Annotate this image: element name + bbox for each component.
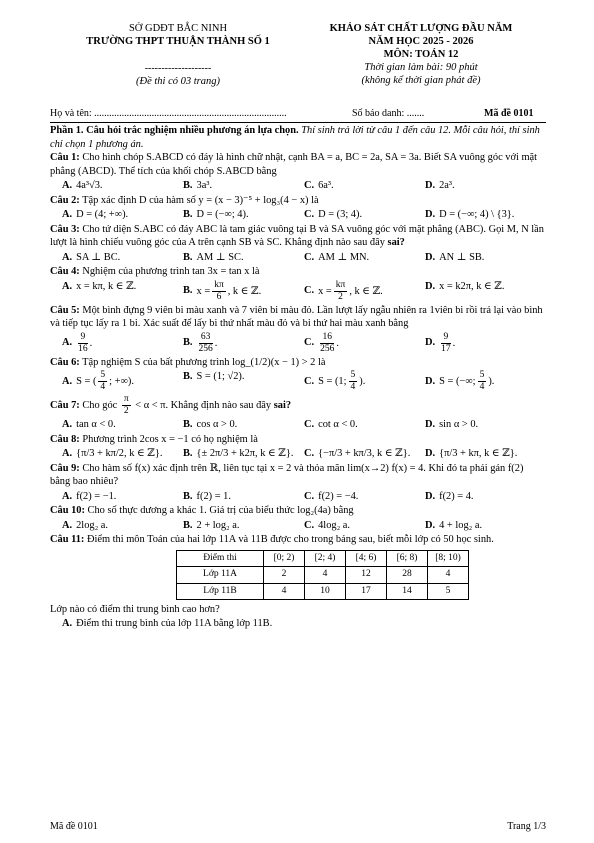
option-c[interactable] (304, 179, 425, 193)
denominator: 17 (441, 343, 451, 354)
option-text: 2log₂ a. (76, 519, 109, 531)
question-number: Câu 7: (50, 399, 80, 411)
option-text: f(2) = −1. (76, 490, 117, 502)
numerator: 5 (479, 370, 485, 380)
table-header-row (177, 550, 469, 567)
option-text: x = (196, 285, 211, 297)
options-2 (62, 208, 546, 222)
denominator: 2 (338, 291, 343, 302)
option-d[interactable] (425, 370, 546, 393)
option-text: ). (359, 375, 366, 387)
option-label: B. (183, 519, 193, 531)
table-header-cell: [8; 10) (428, 550, 469, 567)
option-text: AM ⊥ SC. (196, 251, 244, 263)
denominator: 4 (479, 382, 485, 392)
option-a[interactable] (62, 617, 546, 631)
option-label: A. (62, 448, 73, 459)
question-1 (50, 151, 546, 178)
option-text: D = (3; 4). (318, 209, 363, 220)
table-cell: 2 (264, 567, 305, 584)
option-text: SA ⊥ BC. (76, 251, 121, 263)
table-row (177, 567, 469, 584)
option-label: C. (304, 519, 315, 531)
table-cell: 4 (264, 583, 305, 600)
question-6 (50, 356, 546, 370)
option-text: 2a³. (439, 180, 455, 191)
option-text: f(2) = −4. (318, 490, 359, 502)
fraction (320, 332, 334, 355)
options-7 (62, 418, 546, 432)
fraction (199, 332, 213, 355)
option-label: B. (183, 337, 193, 349)
school-year: NĂM HỌC 2025 - 2026 (368, 36, 474, 47)
question-text: Cho tứ diện S.ABC có đáy ABC là tam giác vuông tại B và SA vuông góc với mặt phẳng (ABC). Gọi M, N lần lượt là hình chiếu vuông góc của A trên cạnh SB và SC. Khẳng định nào sau đây (50, 223, 544, 248)
option-label: D. (425, 251, 436, 263)
option-text: S = ( (76, 375, 97, 387)
option-a[interactable] (62, 447, 183, 461)
option-label: D. (425, 375, 436, 387)
option-b[interactable] (183, 370, 304, 393)
fraction (212, 280, 226, 303)
option-d[interactable] (425, 179, 546, 193)
question-10 (50, 504, 546, 518)
option-text: Điểm thi trung bình của lớp 11A bằng lớp 11B. (76, 617, 273, 629)
option-label: D. (425, 448, 436, 459)
options-4 (62, 280, 546, 303)
option-label: C. (304, 285, 315, 297)
part1-title: Phần 1. Câu hỏi trắc nghiệm nhiều phương án lựa chọn. (50, 125, 299, 136)
table-header-cell: [4; 6) (346, 550, 387, 567)
option-b[interactable]: B. $\frac{63}{256}$ . (183, 331, 218, 354)
option-text: x = kπ, k ∈ ℤ. (76, 280, 137, 292)
table-cell: 5 (428, 583, 469, 600)
option-label: C. (304, 251, 315, 263)
option-text: ). (488, 375, 495, 387)
option-text: 2 + log₂ a. (196, 519, 240, 531)
option-b[interactable] (183, 179, 304, 193)
denominator: 4 (100, 382, 106, 392)
table-cell: 4 (305, 567, 346, 584)
table-row (177, 583, 469, 600)
option-text: AM ⊥ MN. (318, 251, 370, 263)
option-label: A. (62, 419, 73, 430)
question-emphasis: sai? (273, 399, 292, 411)
option-text: f(2) = 1. (196, 490, 231, 502)
time-note: (không kể thời gian phát đề) (361, 75, 481, 86)
option-c[interactable] (304, 251, 425, 265)
option-label: A. (62, 337, 73, 349)
option-b[interactable] (183, 208, 304, 222)
option-text: 4 + log₂ a. (439, 519, 483, 531)
question-11-prompt: Lớp nào có điểm thi trung bình cao hơn? (50, 604, 220, 615)
option-b[interactable] (183, 447, 304, 461)
option-text: 3a³. (196, 180, 213, 191)
part1-instruction: Thí sinh trả lời từ câu 1 đến câu 12. Mỗi câu hỏi, thí sinh chỉ chọn 1 phương án. (50, 125, 540, 150)
exam-header (48, 22, 546, 94)
option-label: B. (183, 371, 193, 382)
exam-title: KHẢO SÁT CHẤT LƯỢNG ĐẦU NĂM (329, 23, 513, 34)
option-text: AN ⊥ SB. (439, 251, 485, 263)
option-a[interactable] (62, 370, 183, 393)
fraction (98, 370, 107, 393)
option-label: C. (304, 180, 315, 191)
denominator: 4 (350, 382, 356, 392)
options-3 (62, 251, 546, 265)
header-divider: -------------------- (144, 63, 212, 74)
fraction (334, 280, 348, 303)
option-a[interactable] (62, 251, 183, 265)
fraction (478, 370, 487, 393)
footer-page-number: Trang 1/3 (507, 821, 546, 832)
footer-exam-code: Mã đề 0101 (50, 821, 98, 832)
option-c[interactable] (304, 447, 425, 461)
numerator: 16 (320, 332, 334, 344)
question-number: Câu 11: (50, 534, 85, 545)
question-text: Cho hình chóp S.ABCD có đáy là hình chữ nhật, cạnh BA = a, BC = 2a, SA = 3a. Biết SA vuông góc với mặt phẳng (ABCD). Thể tích của khối chóp S.ABCD bằng (50, 152, 538, 177)
option-text: , k ∈ ℤ. (227, 285, 262, 297)
option-d[interactable] (425, 418, 546, 432)
sbd-field: Số báo danh: ....... (352, 108, 425, 119)
school-name: TRƯỜNG THPT THUẬN THÀNH SỐ 1 (86, 36, 270, 47)
table-cell: 17 (346, 583, 387, 600)
option-text: ; +∞). (109, 375, 134, 387)
option-b[interactable] (183, 490, 304, 504)
option-label: B. (183, 285, 193, 297)
option-text: f(2) = 4. (439, 490, 474, 502)
candidate-info (50, 108, 546, 122)
denominator: 256 (320, 343, 335, 354)
option-d[interactable] (425, 251, 546, 265)
question-text: Tập nghiệm S của bất phương trình log_(1/2)(x − 1) > 2 là (82, 356, 326, 368)
options-1 (62, 179, 546, 193)
option-label: A. (62, 490, 73, 502)
option-text: {−π/3 + kπ/3, k ∈ ℤ}. (318, 448, 411, 459)
numerator: 9 (78, 332, 88, 344)
question-7 (50, 394, 546, 417)
question-5 (50, 304, 546, 331)
option-d[interactable] (425, 208, 546, 222)
question-number: Câu 3: (50, 223, 80, 235)
question-number: Câu 10: (50, 505, 85, 516)
part1-heading (50, 124, 546, 151)
option-label: A. (62, 280, 73, 292)
option-text: D = (−∞; 4). (196, 209, 249, 220)
exam-code: Mã đề 0101 (484, 108, 534, 119)
numerator: 63 (199, 332, 213, 344)
option-text: x = k2π, k ∈ ℤ. (439, 280, 505, 292)
option-b[interactable] (183, 519, 304, 533)
question-number: Câu 6: (50, 356, 80, 368)
option-text: {± 2π/3 + k2π, k ∈ ℤ}. (196, 448, 294, 459)
name-field: Họ và tên: ............................................................................. (50, 108, 287, 119)
question-4 (50, 265, 546, 279)
option-text: S = (1; (318, 375, 347, 387)
numerator: 5 (100, 370, 106, 380)
subject: MÔN: TOÁN 12 (383, 49, 459, 60)
denominator: 6 (216, 291, 222, 302)
score-table (176, 550, 469, 601)
option-label: D. (425, 337, 436, 349)
option-text: S = (−∞; (439, 375, 476, 387)
table-cell: 28 (387, 567, 428, 584)
options-9 (62, 490, 546, 504)
numerator: kπ (214, 279, 224, 290)
fraction (441, 332, 451, 355)
option-label: A. (62, 251, 73, 263)
option-label: C. (304, 337, 315, 349)
header-rule (50, 122, 546, 123)
option-label: C. (304, 490, 315, 502)
option-label: D. (425, 519, 436, 531)
table-header-cell: [0; 2) (264, 550, 305, 567)
numerator: 5 (350, 370, 356, 380)
option-text: D = (4; +∞). (76, 209, 129, 220)
question-text: Một bình đựng 9 viên bi màu xanh và 7 viên bi màu đỏ. Lần lượt lấy ngẫu nhiên ra 1viên bi rồi trả lại vào bình và tiếp tục lấy ra 1 bi. Xác suất để lấy bi thứ nhất màu đỏ và bi thứ hai màu xanh bằng (50, 304, 543, 329)
options-8 (62, 447, 546, 461)
option-label: D. (425, 209, 436, 220)
option-label: A. (62, 180, 73, 191)
table-cell: Lớp 11B (177, 583, 264, 600)
table-cell: Lớp 11A (177, 567, 264, 584)
option-label: A. (62, 617, 73, 629)
question-text: Cho số thực dương a khác 1. Giá trị của biểu thức log₂(4a) bằng (87, 505, 354, 516)
option-label: D. (425, 180, 436, 191)
question-number: Câu 2: (50, 194, 80, 206)
option-text: , k ∈ ℤ. (349, 285, 383, 297)
numerator: kπ (335, 279, 346, 290)
table-header-cell: [2; 4) (305, 550, 346, 567)
question-text: < α < π. Khẳng định nào sau đây (135, 399, 272, 411)
option-text: S = (1; √2). (196, 371, 245, 382)
option-a[interactable] (62, 179, 183, 193)
option-label: D. (425, 490, 436, 502)
option-text: sin α > 0. (439, 419, 479, 430)
option-a[interactable] (62, 519, 183, 533)
option-c[interactable]: C. $\frac{16}{256}$ . (304, 331, 339, 354)
question-text: Phương trình 2cos x = −1 có họ nghiệm là (82, 433, 258, 445)
options-10 (62, 519, 546, 533)
table-cell: 12 (346, 567, 387, 584)
option-label: A. (62, 519, 73, 531)
option-label: B. (183, 419, 193, 430)
table-cell: 10 (305, 583, 346, 600)
options-6 (62, 370, 546, 393)
question-number: Câu 4: (50, 266, 80, 277)
option-a[interactable]: A. $\frac{9}{16}$ . (62, 331, 93, 354)
question-number: Câu 1: (50, 152, 80, 163)
option-text: D = (−∞; 4) \ {3}. (439, 209, 515, 220)
question-2 (50, 194, 546, 208)
numerator: π (123, 394, 129, 404)
option-c[interactable] (304, 208, 425, 222)
fraction (349, 370, 358, 393)
questions (50, 124, 546, 630)
option-label: C. (304, 419, 315, 430)
option-label: B. (183, 251, 193, 263)
option-a[interactable] (62, 418, 183, 432)
option-c[interactable] (304, 490, 425, 504)
option-label: B. (183, 180, 193, 191)
option-d[interactable] (425, 490, 546, 504)
option-d[interactable] (425, 280, 546, 303)
question-number: Câu 8: (50, 433, 80, 445)
option-text: {π/3 + kπ, k ∈ ℤ}. (439, 448, 518, 459)
question-text: Nghiệm của phương trình tan 3x = tan x là (82, 266, 260, 277)
option-label: B. (183, 448, 193, 459)
option-label: C. (304, 448, 315, 459)
option-d[interactable]: D. $\frac{9}{17}$ . (425, 331, 456, 354)
question-text: Tập xác định D của hàm số y = (x − 3)⁻⁵ + log₃(4 − x) là (82, 194, 319, 206)
option-a[interactable] (62, 280, 183, 303)
option-text: 4a³√3. (76, 180, 103, 191)
fraction (78, 332, 88, 355)
option-c[interactable] (304, 370, 425, 393)
fraction (122, 394, 131, 417)
numerator: 9 (441, 332, 451, 344)
question-number: Câu 9: (50, 462, 80, 474)
option-label: B. (183, 490, 193, 502)
option-label: B. (183, 209, 193, 220)
denominator: 256 (198, 343, 213, 354)
table-cell: 4 (428, 567, 469, 584)
question-3 (50, 223, 546, 250)
question-11 (50, 533, 546, 547)
option-c[interactable] (304, 418, 425, 432)
option-b[interactable] (183, 280, 304, 303)
question-8 (50, 433, 546, 447)
option-label: A. (62, 375, 73, 387)
option-c[interactable] (304, 280, 425, 303)
time-limit: Thời gian làm bài: 90 phút (364, 62, 478, 73)
header-left (48, 22, 308, 88)
denominator: 2 (123, 406, 129, 416)
option-text: cot α < 0. (318, 419, 358, 430)
option-label: D. (425, 419, 436, 430)
option-a[interactable] (62, 208, 183, 222)
pages-note: (Đề thi có 03 trang) (136, 76, 220, 87)
question-number: Câu 5: (50, 304, 80, 316)
option-label: C. (304, 209, 315, 220)
table-header-cell: Điểm thi (177, 550, 264, 567)
question-emphasis: sai? (387, 237, 405, 248)
option-text: x = (318, 285, 332, 297)
table-cell: 14 (387, 583, 428, 600)
option-d[interactable] (425, 519, 546, 533)
option-text: cos α > 0. (196, 419, 238, 430)
question-text: Điểm thi môn Toán của hai lớp 11A và 11B được cho trong bảng sau, biết mỗi lớp có 50 học sinh. (86, 534, 494, 545)
question-text: Cho góc (82, 399, 118, 411)
table-header-cell: [6; 8) (387, 550, 428, 567)
header-right (296, 22, 546, 87)
option-d[interactable] (425, 447, 546, 461)
option-text: tan α < 0. (76, 419, 116, 430)
option-label: D. (425, 280, 436, 292)
option-b[interactable] (183, 251, 304, 265)
option-label: A. (62, 209, 73, 220)
question-9 (50, 462, 546, 489)
option-b[interactable] (183, 418, 304, 432)
question-text: Cho hàm số f(x) xác định trên ℝ, liên tục tại x = 2 và thỏa mãn lim(x→2) f(x) = 4. Khi đó ta phải gán f(2) bằng bao nhiêu? (50, 462, 524, 487)
option-text: 4log₂ a. (318, 519, 351, 531)
option-text: {π/3 + kπ/2, k ∈ ℤ}. (76, 448, 163, 459)
options-5 (62, 332, 546, 355)
option-label: C. (304, 375, 315, 387)
denominator: 16 (78, 343, 88, 354)
option-a[interactable] (62, 490, 183, 504)
department-name: SỞ GDĐT BẮC NINH (128, 23, 228, 34)
option-c[interactable] (304, 519, 425, 533)
option-text: 6a³. (318, 180, 334, 191)
